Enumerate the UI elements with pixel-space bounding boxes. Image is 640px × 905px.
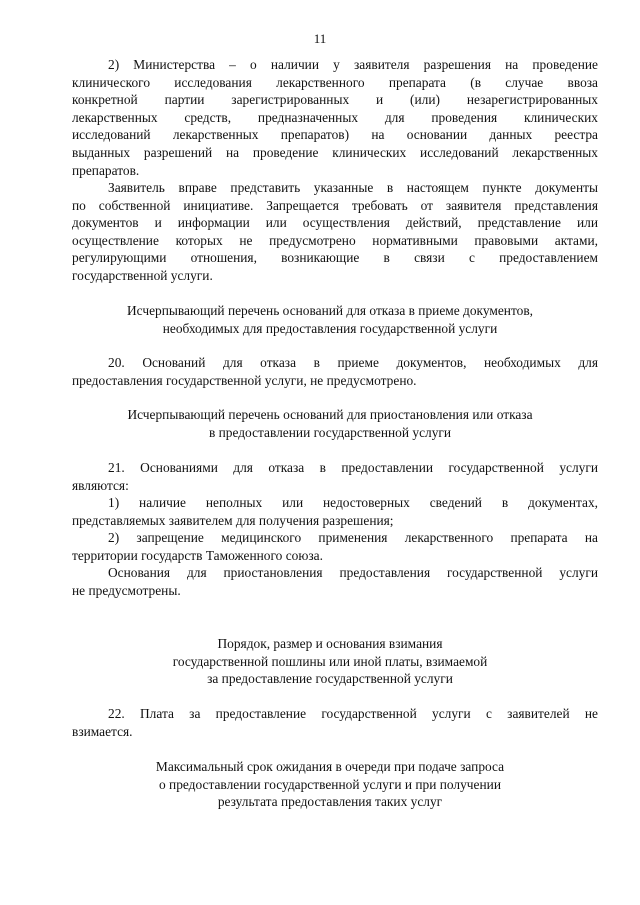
paragraph-suspension-none <box>72 564 598 599</box>
section-heading-wait-time <box>60 758 600 811</box>
text-line: конкретной партии зарегистрированных и (или) незарегистрированных <box>72 92 598 108</box>
paragraph-20 <box>72 354 598 389</box>
text-line: клинического исследования лекарственного препарата (в случае ввоза <box>72 74 598 90</box>
heading-line: за предоставление государственной услуги <box>207 671 453 687</box>
list-item-21-2 <box>72 529 598 564</box>
text-line: территории государств Таможенного союза. <box>72 547 323 563</box>
text-line: осуществление которых не предусмотрено нормативными правовыми актами, <box>72 232 598 248</box>
text-line: Заявитель вправе представить указанные в настоящем пункте документы <box>108 180 598 195</box>
text-line: Основания для приостановления предоставления государственной услуги <box>108 565 598 580</box>
paragraph-22 <box>72 705 598 740</box>
paragraph-21 <box>72 459 598 494</box>
section-heading-suspension <box>60 406 600 441</box>
text-line: 20. Оснований для отказа в приеме документов, необходимых для <box>108 355 598 370</box>
text-line: исследований лекарственных препаратов) на основании данных реестра <box>72 127 598 143</box>
heading-line: Порядок, размер и основания взимания <box>217 636 443 651</box>
paragraph-applicant <box>72 179 598 285</box>
text-line: документов и информации или осуществления действий, представление или <box>72 215 598 231</box>
text-line: регулирующими отношения, возникающие в связи с предоставлением <box>72 250 598 266</box>
text-line: являются: <box>72 477 129 493</box>
heading-line: о предоставлении государственной услуги и при получении <box>159 776 501 792</box>
text-line: 1) наличие неполных или недостоверных сведений в документах, <box>108 495 598 510</box>
heading-line: Исчерпывающий перечень оснований для приостановления или отказа <box>127 407 533 422</box>
text-line: не предусмотрены. <box>72 582 181 598</box>
text-line: выданных разрешений на проведение клинических исследований лекарственных <box>72 144 598 160</box>
text-line: взимается. <box>72 723 133 739</box>
heading-line: в предоставлении государственной услуги <box>208 424 452 440</box>
text-line: 2) Министерства – о наличии у заявителя разрешения на проведение <box>108 57 598 72</box>
section-heading-fee <box>60 635 600 688</box>
heading-line: Максимальный срок ожидания в очереди при подаче запроса <box>155 759 505 774</box>
section-heading-refusal-documents <box>60 302 600 337</box>
heading-line: Исчерпывающий перечень оснований для отказа в приеме документов, <box>126 303 534 318</box>
list-item-21-1 <box>72 494 598 529</box>
text-line: государственной услуги. <box>72 267 213 283</box>
text-line: представляемых заявителем для получения разрешения; <box>72 512 394 528</box>
text-line: препаратов. <box>72 162 140 178</box>
paragraph-ministry <box>72 56 598 179</box>
text-line: предоставления государственной услуги, не предусмотрено. <box>72 372 417 388</box>
heading-line: результата предоставления таких услуг <box>217 794 443 810</box>
text-line: 21. Основаниями для отказа в предоставлении государственной услуги <box>108 460 598 475</box>
heading-line: необходимых для предоставления государственной услуги <box>162 320 498 336</box>
page-number: 11 <box>313 31 327 46</box>
text-line: 2) запрещение медицинского применения лекарственного препарата на <box>108 530 598 545</box>
text-line: по собственной инициативе. Запрещается требовать от заявителя представления <box>72 197 598 213</box>
heading-line: государственной пошлины или иной платы, взимаемой <box>172 653 488 669</box>
text-line: 22. Плата за предоставление государственной услуги с заявителей не <box>108 706 598 721</box>
text-line: лекарственных средств, предназначенных для проведения клинических <box>72 109 598 125</box>
